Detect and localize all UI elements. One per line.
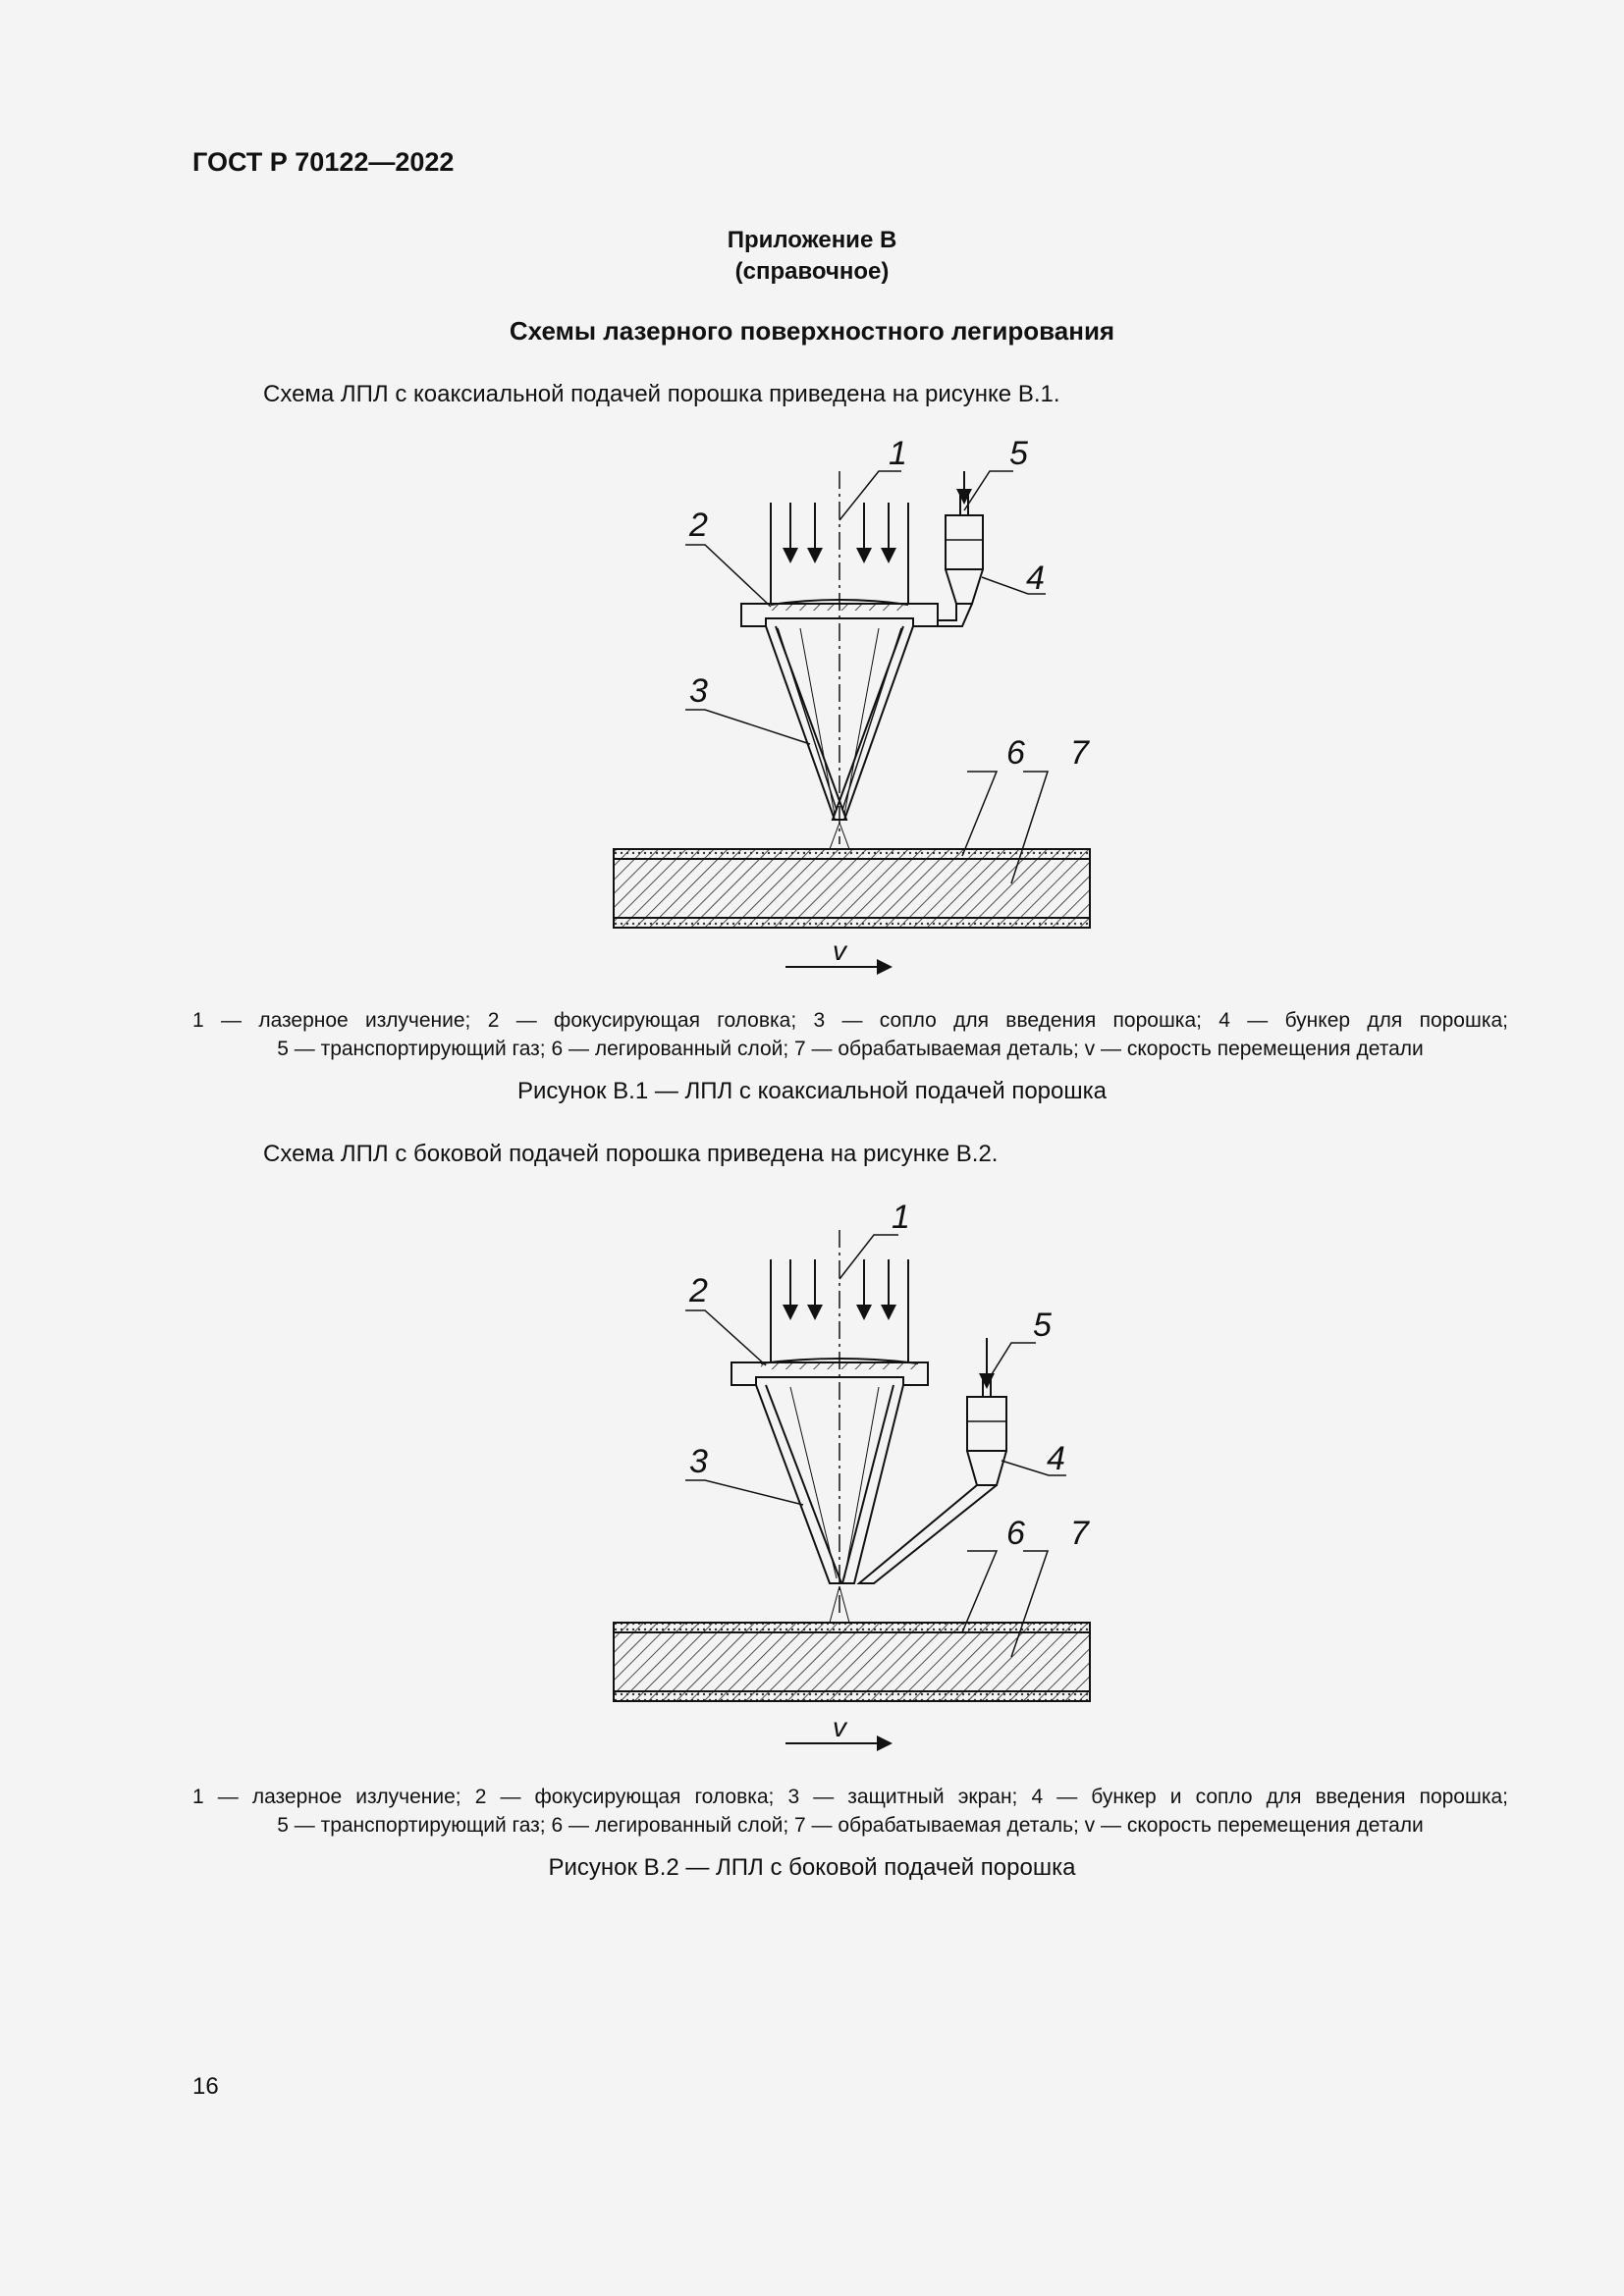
appendix-subtitle: (справочное) [734, 258, 890, 285]
figure1-legend [192, 1006, 1508, 1063]
fig1-label-v: v [833, 935, 846, 966]
figure2-intro: Схема ЛПЛ с боковой подачей порошка приведена на рисунке В.2. [263, 1141, 999, 1167]
appendix-title: Приложение В [727, 227, 897, 253]
fig2-label-2: 2 [689, 1272, 708, 1309]
section-title: Схемы лазерного поверхностного легирования [509, 316, 1115, 346]
page-number: 16 [192, 2073, 219, 2100]
fig2-label-5: 5 [1033, 1307, 1052, 1344]
figure1-legend-line2: 5 — транспортирующий газ; 6 — легированный слой; 7 — обрабатываемая деталь; v — скорость перемещения детали [277, 1038, 1424, 1060]
figure2-legend [192, 1783, 1508, 1840]
fig2-label-4: 4 [1047, 1440, 1065, 1477]
fig2-label-7: 7 [1070, 1515, 1089, 1552]
fig1-label-4: 4 [1026, 560, 1045, 597]
figure2-legend-line2: 5 — транспортирующий газ; 6 — легированный слой; 7 — обрабатываемая деталь; v — скорость перемещения детали [277, 1814, 1424, 1837]
figure1-caption: Рисунок В.1 — ЛПЛ с коаксиальной подачей порошка [516, 1078, 1108, 1104]
figure1-intro: Схема ЛПЛ с коаксиальной подачей порошка приведена на рисунке В.1. [263, 381, 1060, 407]
fig2-label-v: v [833, 1712, 846, 1742]
figure2-legend-line1: 1 — лазерное излучение; 2 — фокусирующая головка; 3 — защитный экран; 4 — бункер и сопло для введения порошка; [192, 1786, 1508, 1808]
fig2-label-1: 1 [892, 1199, 910, 1236]
fig1-label-7: 7 [1070, 734, 1089, 772]
fig1-label-2: 2 [689, 507, 708, 544]
figure2-diagram [589, 1191, 1139, 1760]
fig1-label-1: 1 [889, 435, 907, 472]
figure2-caption: Рисунок В.2 — ЛПЛ с боковой подачей порошка [548, 1854, 1076, 1881]
standard-designation: ГОСТ Р 70122—2022 [192, 147, 455, 177]
fig2-label-6: 6 [1006, 1515, 1025, 1552]
figure1-legend-line1: 1 — лазерное излучение; 2 — фокусирующая головка; 3 — сопло для введения порошка; 4 — бункер для порошка; [192, 1009, 1508, 1032]
figure1-diagram [589, 432, 1139, 982]
fig1-label-5: 5 [1009, 435, 1028, 472]
fig2-label-3: 3 [689, 1443, 708, 1480]
fig1-label-3: 3 [689, 672, 708, 710]
fig1-label-6: 6 [1006, 734, 1025, 772]
